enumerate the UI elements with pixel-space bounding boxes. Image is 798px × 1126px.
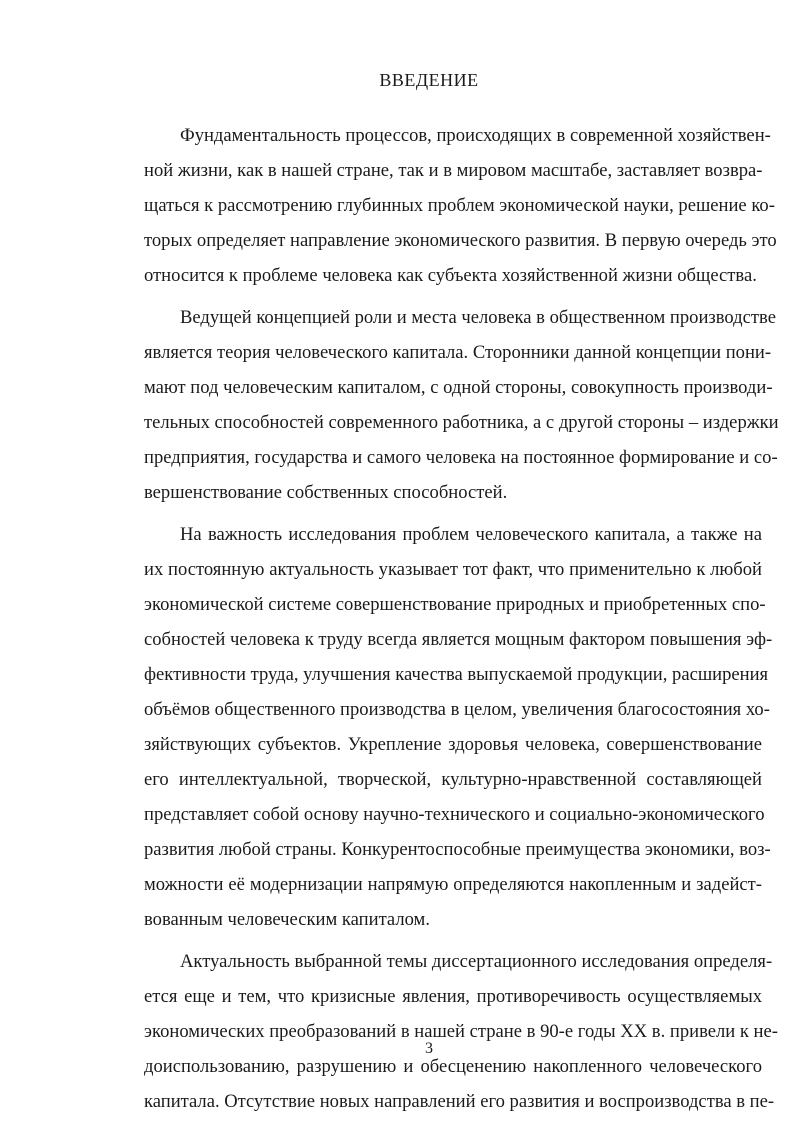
text-line: зяйствующих субъектов. Укрепление здоровья человека, совершенствование xyxy=(144,734,762,755)
text-line: относится к проблеме человека как субъекта хозяйственной жизни общества. xyxy=(144,265,757,286)
text-line: фективности труда, улучшения качества выпускаемой продукции, расширения xyxy=(144,664,769,685)
text-line: их постоянную актуальность указывает тот факт, что применительно к любой xyxy=(144,559,762,580)
text-line: объёмов общественного производства в целом, увеличения благосостояния хо- xyxy=(144,699,770,720)
text-line: капитала. Отсутствие новых направлений его развития и воспроизводства в пе- xyxy=(144,1091,775,1112)
text-line: вершенствование собственных способностей. xyxy=(144,482,508,503)
page-title: ВВЕДЕНИЕ xyxy=(379,70,479,90)
text-line: предприятия, государства и самого человека на постоянное формирование и со- xyxy=(144,447,778,468)
paragraph-2 xyxy=(108,300,779,510)
paragraph-4 xyxy=(108,944,778,1119)
text-line: Ведущей концепцией роли и места человека в общественном производстве xyxy=(180,307,776,328)
text-line: ется еще и тем, что кризисные явления, противоречивость осуществляемых xyxy=(144,986,762,1007)
text-line: экономических преобразований в нашей стране в 90-е годы XX в. привели к не- xyxy=(144,1021,778,1042)
text-line: доиспользованию, разрушению и обесценению накопленного человеческого xyxy=(144,1056,762,1077)
text-line: Фундаментальность процессов, происходящих в современной хозяйствен- xyxy=(180,125,771,146)
paragraph-3 xyxy=(108,517,773,937)
text-line: представляет собой основу научно-технического и социально-экономического xyxy=(144,804,765,825)
text-line: щаться к рассмотрению глубинных проблем экономической науки, решение ко- xyxy=(144,195,775,216)
page-number: 3 xyxy=(425,1040,433,1057)
text-line: тельных способностей современного работника, а с другой стороны – издержки xyxy=(144,412,779,433)
text-line: его интеллектуальной, творческой, культурно-нравственной составляющей xyxy=(144,769,762,790)
text-line: развития любой страны. Конкурентоспособные преимущества экономики, воз- xyxy=(144,839,771,860)
paragraph-1 xyxy=(108,118,777,293)
text-line: ной жизни, как в нашей стране, так и в мировом масштабе, заставляет возвра- xyxy=(144,160,763,181)
body-text xyxy=(108,118,779,1126)
text-line: можности её модернизации напрямую определяются накопленным и задейст- xyxy=(144,874,762,895)
text-line: На важность исследования проблем человеческого капитала, а также на xyxy=(180,524,762,545)
text-line: торых определяет направление экономического развития. В первую очередь это xyxy=(144,230,777,251)
text-line: вованным человеческим капиталом. xyxy=(144,909,430,930)
text-line: мают под человеческим капиталом, с одной стороны, совокупность производи- xyxy=(144,377,773,398)
text-line: собностей человека к труду всегда является мощным фактором повышения эф- xyxy=(144,629,773,650)
text-line: является теория человеческого капитала. Сторонники данной концепции пони- xyxy=(144,342,772,363)
text-line: экономической системе совершенствование природных и приобретенных спо- xyxy=(144,594,766,615)
text-line: Актуальность выбранной темы диссертационного исследования определя- xyxy=(180,951,773,972)
